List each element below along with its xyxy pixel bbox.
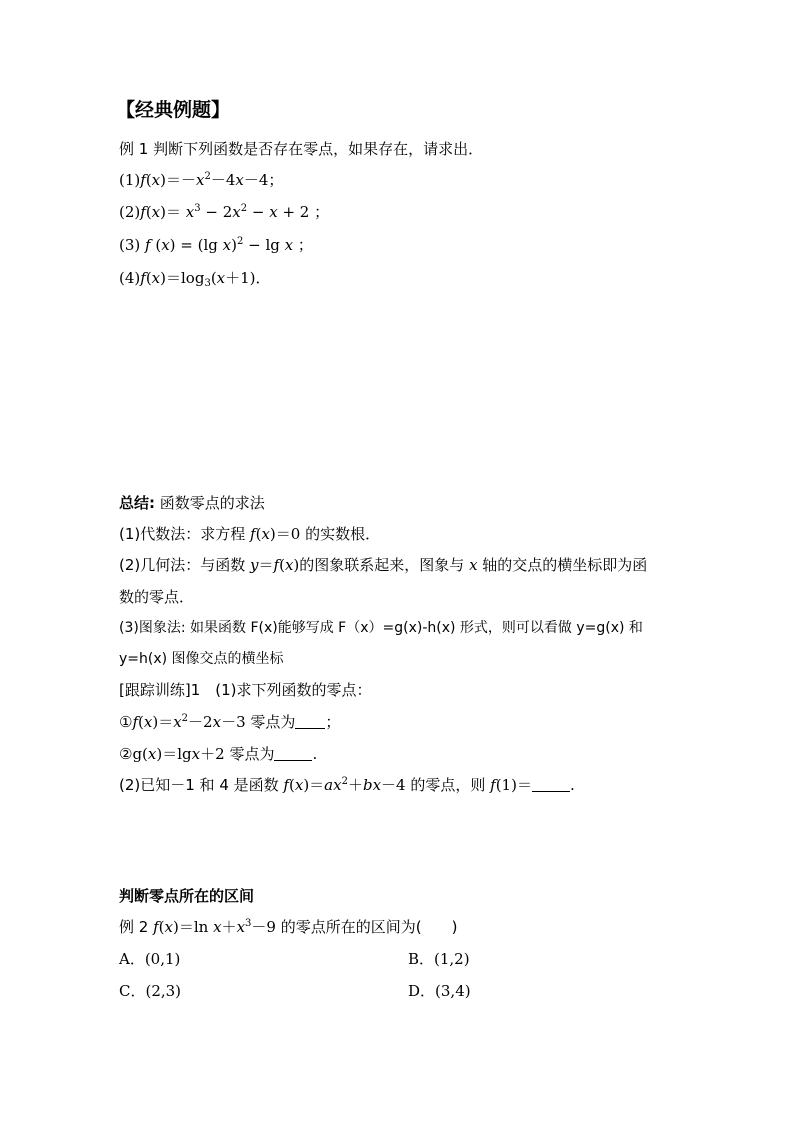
section-heading: 【经典例题】 — [116, 99, 231, 121]
summary-method3-cont: y=h(x) 图像交点的横坐标 — [119, 651, 284, 667]
section2-title: 判断零点所在的区间 — [119, 887, 255, 905]
example1-item3: (3) f (x) = (lg x)$^2$ − lg x ； — [119, 236, 313, 254]
training-q1: $①f(x)=x^2-2x-3$ 零点为 ； — [119, 713, 341, 731]
training-q2: ②g(x)＝lgx＋2 零点为 . — [119, 745, 318, 763]
example1-intro: 例 1 判断下列函数是否存在零点，如果存在，请求出． — [119, 140, 484, 158]
summary-method2-cont: 数的零点． — [119, 588, 195, 606]
training-q3: (2)已知－1 和 4 是函数 $f(x)=ax^2+bx-4$ 的零点，则 f(1)＝ . — [119, 776, 575, 794]
example1-item4: $(4)f(x)=\log_3(x+1)$． — [119, 269, 271, 289]
choice-b[interactable]: B．(1,2) — [408, 950, 470, 968]
answer-blank[interactable] — [532, 777, 570, 792]
example2-question: 例 2 f(x)＝ln $x+x^3-9$ 的零点所在的区间为( ) — [119, 918, 458, 936]
answer-blank[interactable] — [295, 714, 325, 729]
answer-blank[interactable] — [274, 746, 312, 761]
summary-method1: (1)代数法：求方程 f(x)＝0 的实数根． — [119, 525, 381, 543]
choice-c[interactable]: C．(2,3) — [119, 982, 182, 1000]
summary-method2: (2)几何法：与函数 y＝f(x)的图象联系起来，图象与 x 轴的交点的横坐标即为函 — [119, 556, 648, 574]
summary-method3: (3)图象法: 如果函数 F(x)能够写成 F（x）=g(x)-h(x) 形式，则可以看做 y=g(x) 和 — [119, 620, 643, 636]
summary-title: 总结: 函数零点的求法 — [119, 494, 265, 512]
choice-a[interactable]: A．(0,1) — [119, 950, 181, 968]
example1-item2: $(2)f(x)= x^3 - 2x^2 - x + 2$ ； — [119, 203, 330, 221]
choice-d[interactable]: D．(3,4) — [408, 982, 471, 1000]
example1-item1: $(1)f(x)=-x^2-4x-4$； — [119, 171, 284, 189]
training-header: [跟踪训练]1 (1)求下列函数的零点： — [119, 681, 372, 699]
